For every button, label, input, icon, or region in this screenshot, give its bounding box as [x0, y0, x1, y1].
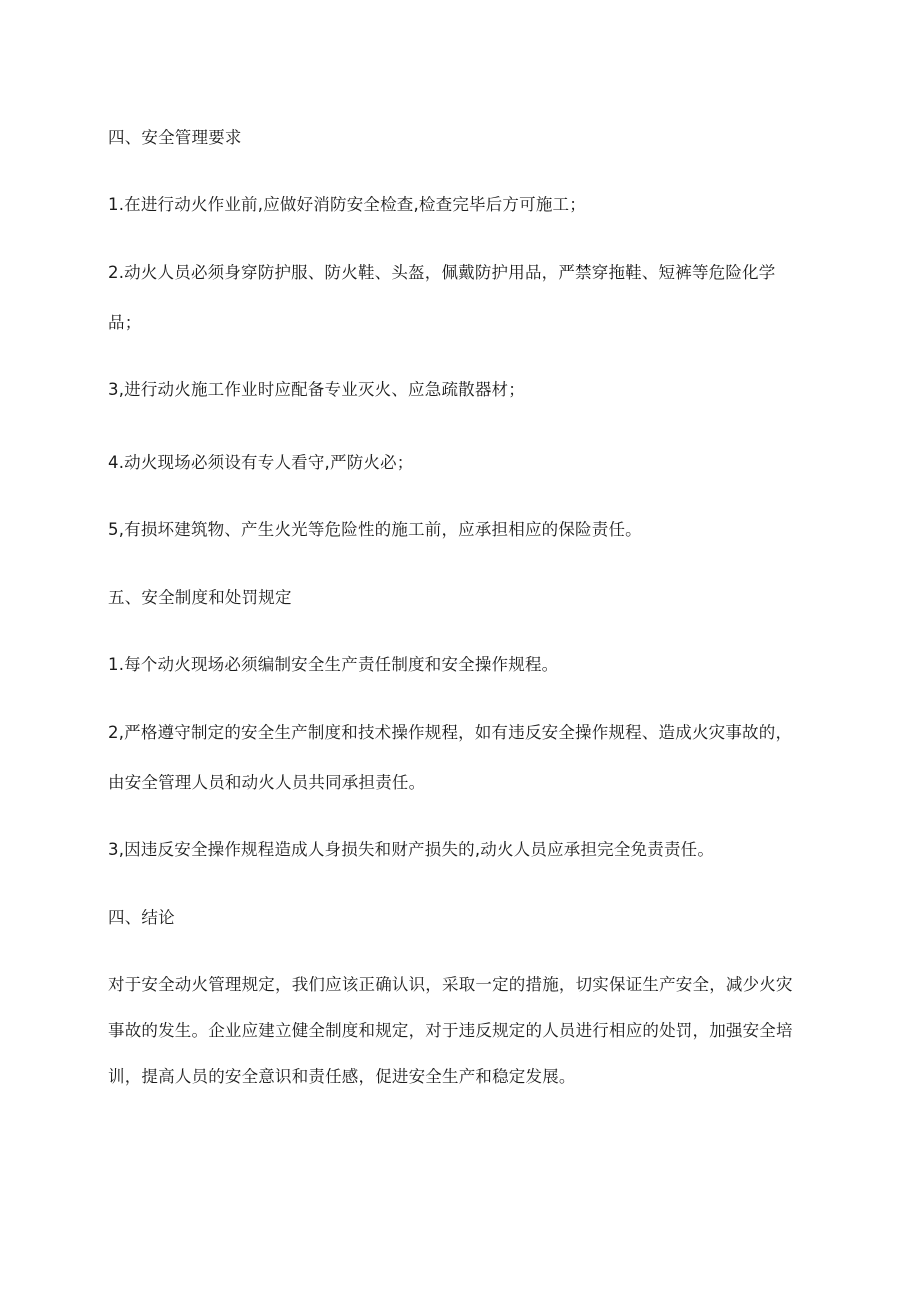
paragraph-line: 品； — [108, 313, 142, 332]
paragraph-line: 3,因违反安全操作规程造成人身损失和财产损失的,动火人员应承担完全免责责任。 — [108, 840, 715, 859]
paragraph-line: 2.动火人员必须身穿防护服、防火鞋、头盔，佩戴防护用品，严禁穿拖鞋、短裤等危险化学 — [108, 263, 776, 282]
paragraph-line: 1.在进行动火作业前,应做好消防安全检查,检查完毕后方可施工； — [108, 195, 586, 214]
paragraph-line: 2,严格遵守制定的安全生产制度和技术操作规程，如有违反安全操作规程、造成火灾事故的， — [108, 723, 793, 742]
paragraph-line: 4.动火现场必须设有专人看守,严防火必； — [108, 453, 414, 472]
paragraph-line: 1.每个动火现场必须编制安全生产责任制度和安全操作规程。 — [108, 655, 559, 674]
section-heading: 四、结论 — [108, 908, 175, 927]
paragraph-line: 事故的发生。企业应建立健全制度和规定，对于违反规定的人员进行相应的处罚，加强安全培 — [108, 1021, 793, 1040]
paragraph-line: 3,进行动火施工作业时应配备专业灭火、应急疏散器材； — [108, 380, 525, 399]
paragraph-line: 5,有损坏建筑物、产生火光等危险性的施工前，应承担相应的保险责任。 — [108, 520, 642, 539]
paragraph-line: 由安全管理人员和动火人员共同承担责任。 — [108, 773, 426, 792]
section-heading: 五、安全制度和处罚规定 — [108, 588, 292, 607]
paragraph-line: 训，提高人员的安全意识和责任感，促进安全生产和稳定发展。 — [108, 1067, 576, 1086]
paragraph-line: 对于安全动火管理规定，我们应该正确认识，采取一定的措施，切实保证生产安全，减少火灾 — [108, 975, 793, 994]
section-heading: 四、安全管理要求 — [108, 128, 242, 147]
